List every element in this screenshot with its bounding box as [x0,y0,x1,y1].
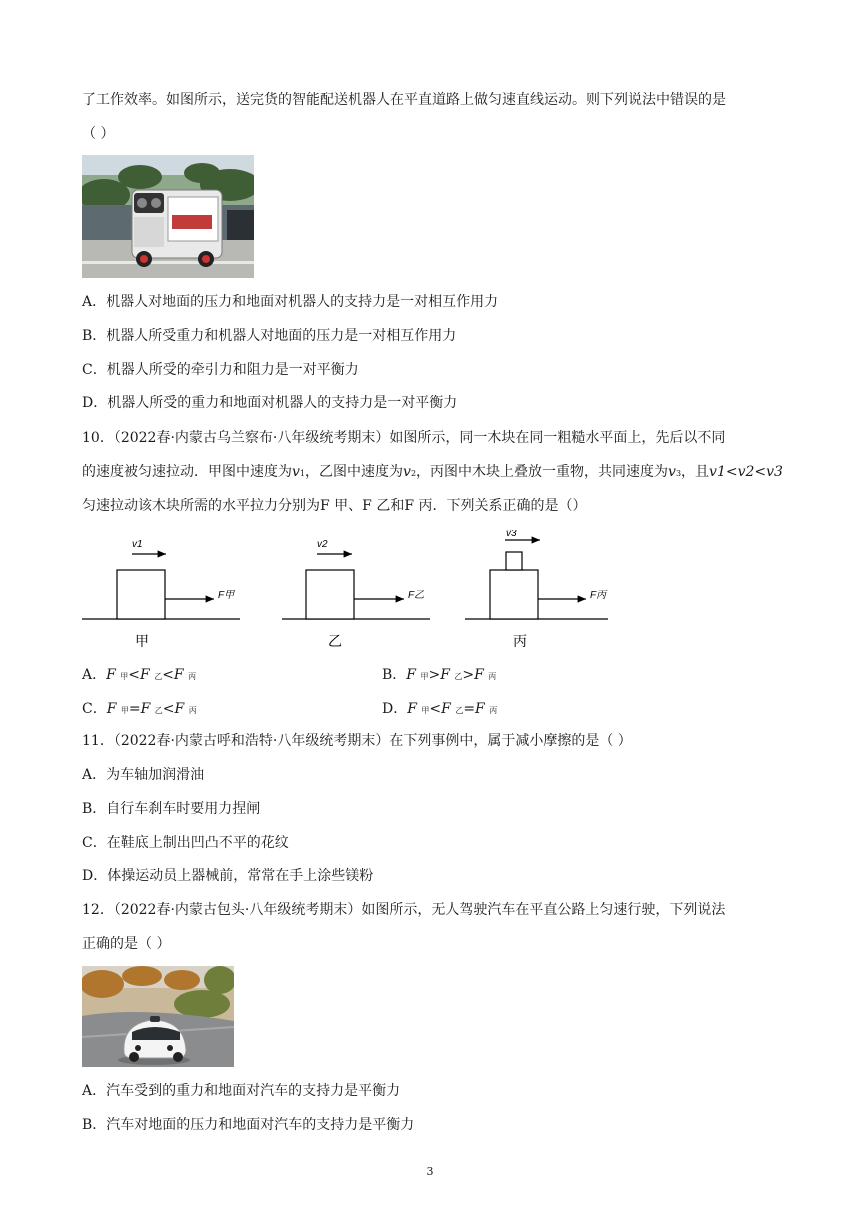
q9-option-a: A．机器人对地面的压力和地面对机器人的支持力是一对相互作用力 [82,294,499,310]
q10-option-b: B．F 甲>F 乙>F 丙 [382,667,497,683]
q11-option-d: D．体操运动员上器械前，常常在手上涂些镁粉 [82,868,374,884]
q10-stem-line3: 匀速拉动该木块所需的水平拉力分别为F 甲、F 乙和F 丙．下列关系正确的是（） [82,498,587,514]
f-yi-label: F乙 [408,590,425,601]
q10-option-c: C．F 甲=F 乙<F 丙 [82,701,197,717]
q11-option-b: B．自行车刹车时要用力捏闸 [82,801,261,817]
q12-stem-line2: 正确的是（ ） [82,936,171,952]
q10-stem-line1: 10．（2022春·内蒙古乌兰察布·八年级统考期末）如图所示，同一木块在同一粗糙水平面上，先后以不同 [82,430,726,446]
q11-option-a: A．为车轴加润滑油 [82,767,205,783]
page-number: 3 [426,1165,434,1178]
v3-label: v3 [506,530,517,539]
q10-option-a: A．F 甲<F 乙<F 丙 [82,667,197,683]
q10-stem-line2: 的速度被匀速拉动．甲图中速度为v1，乙图中速度为v2，丙图中木块上叠放一重物，共同速度为v3，且v1<v2<v3 [82,464,783,480]
q12-option-a: A．汽车受到的重力和地面对汽车的支持力是平衡力 [82,1083,401,1099]
q9-stem-line2: （ ） [82,126,115,142]
caption-bing: 丙 [513,633,527,649]
q12-stem-line1: 12．（2022春·内蒙古包头·八年级统考期末）如图所示，无人驾驶汽车在平直公路上匀速行驶，下列说法 [82,902,726,918]
q12-option-b: B．汽车对地面的压力和地面对汽车的支持力是平衡力 [82,1117,415,1133]
q10-figure [80,530,620,655]
q11-stem: 11．（2022春·内蒙古呼和浩特·八年级统考期末）在下列事例中，属于减小摩擦的是（ ） [82,733,632,749]
diagram-yi [282,539,430,649]
car-photo [82,966,234,1067]
q11-option-c: C．在鞋底上制出凹凸不平的花纹 [82,835,289,851]
robot-photo [82,155,254,278]
q10-option-d: D．F 甲<F 乙=F 丙 [382,701,498,717]
f-jia-label: F甲 [218,590,235,601]
q9-option-b: B．机器人所受重力和机器人对地面的压力是一对相互作用力 [82,328,457,344]
v1-label: v1 [132,539,143,550]
diagram-jia [82,539,240,649]
q9-option-d: D．机器人所受的重力和地面对机器人的支持力是一对平衡力 [82,395,458,411]
diagram-bing [465,530,608,649]
q9-option-c: C．机器人所受的牵引力和阻力是一对平衡力 [82,362,359,378]
v2-label: v2 [317,539,328,550]
caption-jia: 甲 [135,633,149,649]
q9-stem-line1: 了工作效率。如图所示，送完货的智能配送机器人在平直道路上做匀速直线运动。则下列说法中错误的是 [82,92,726,108]
caption-yi: 乙 [328,633,342,649]
f-bing-label: F丙 [590,590,607,601]
